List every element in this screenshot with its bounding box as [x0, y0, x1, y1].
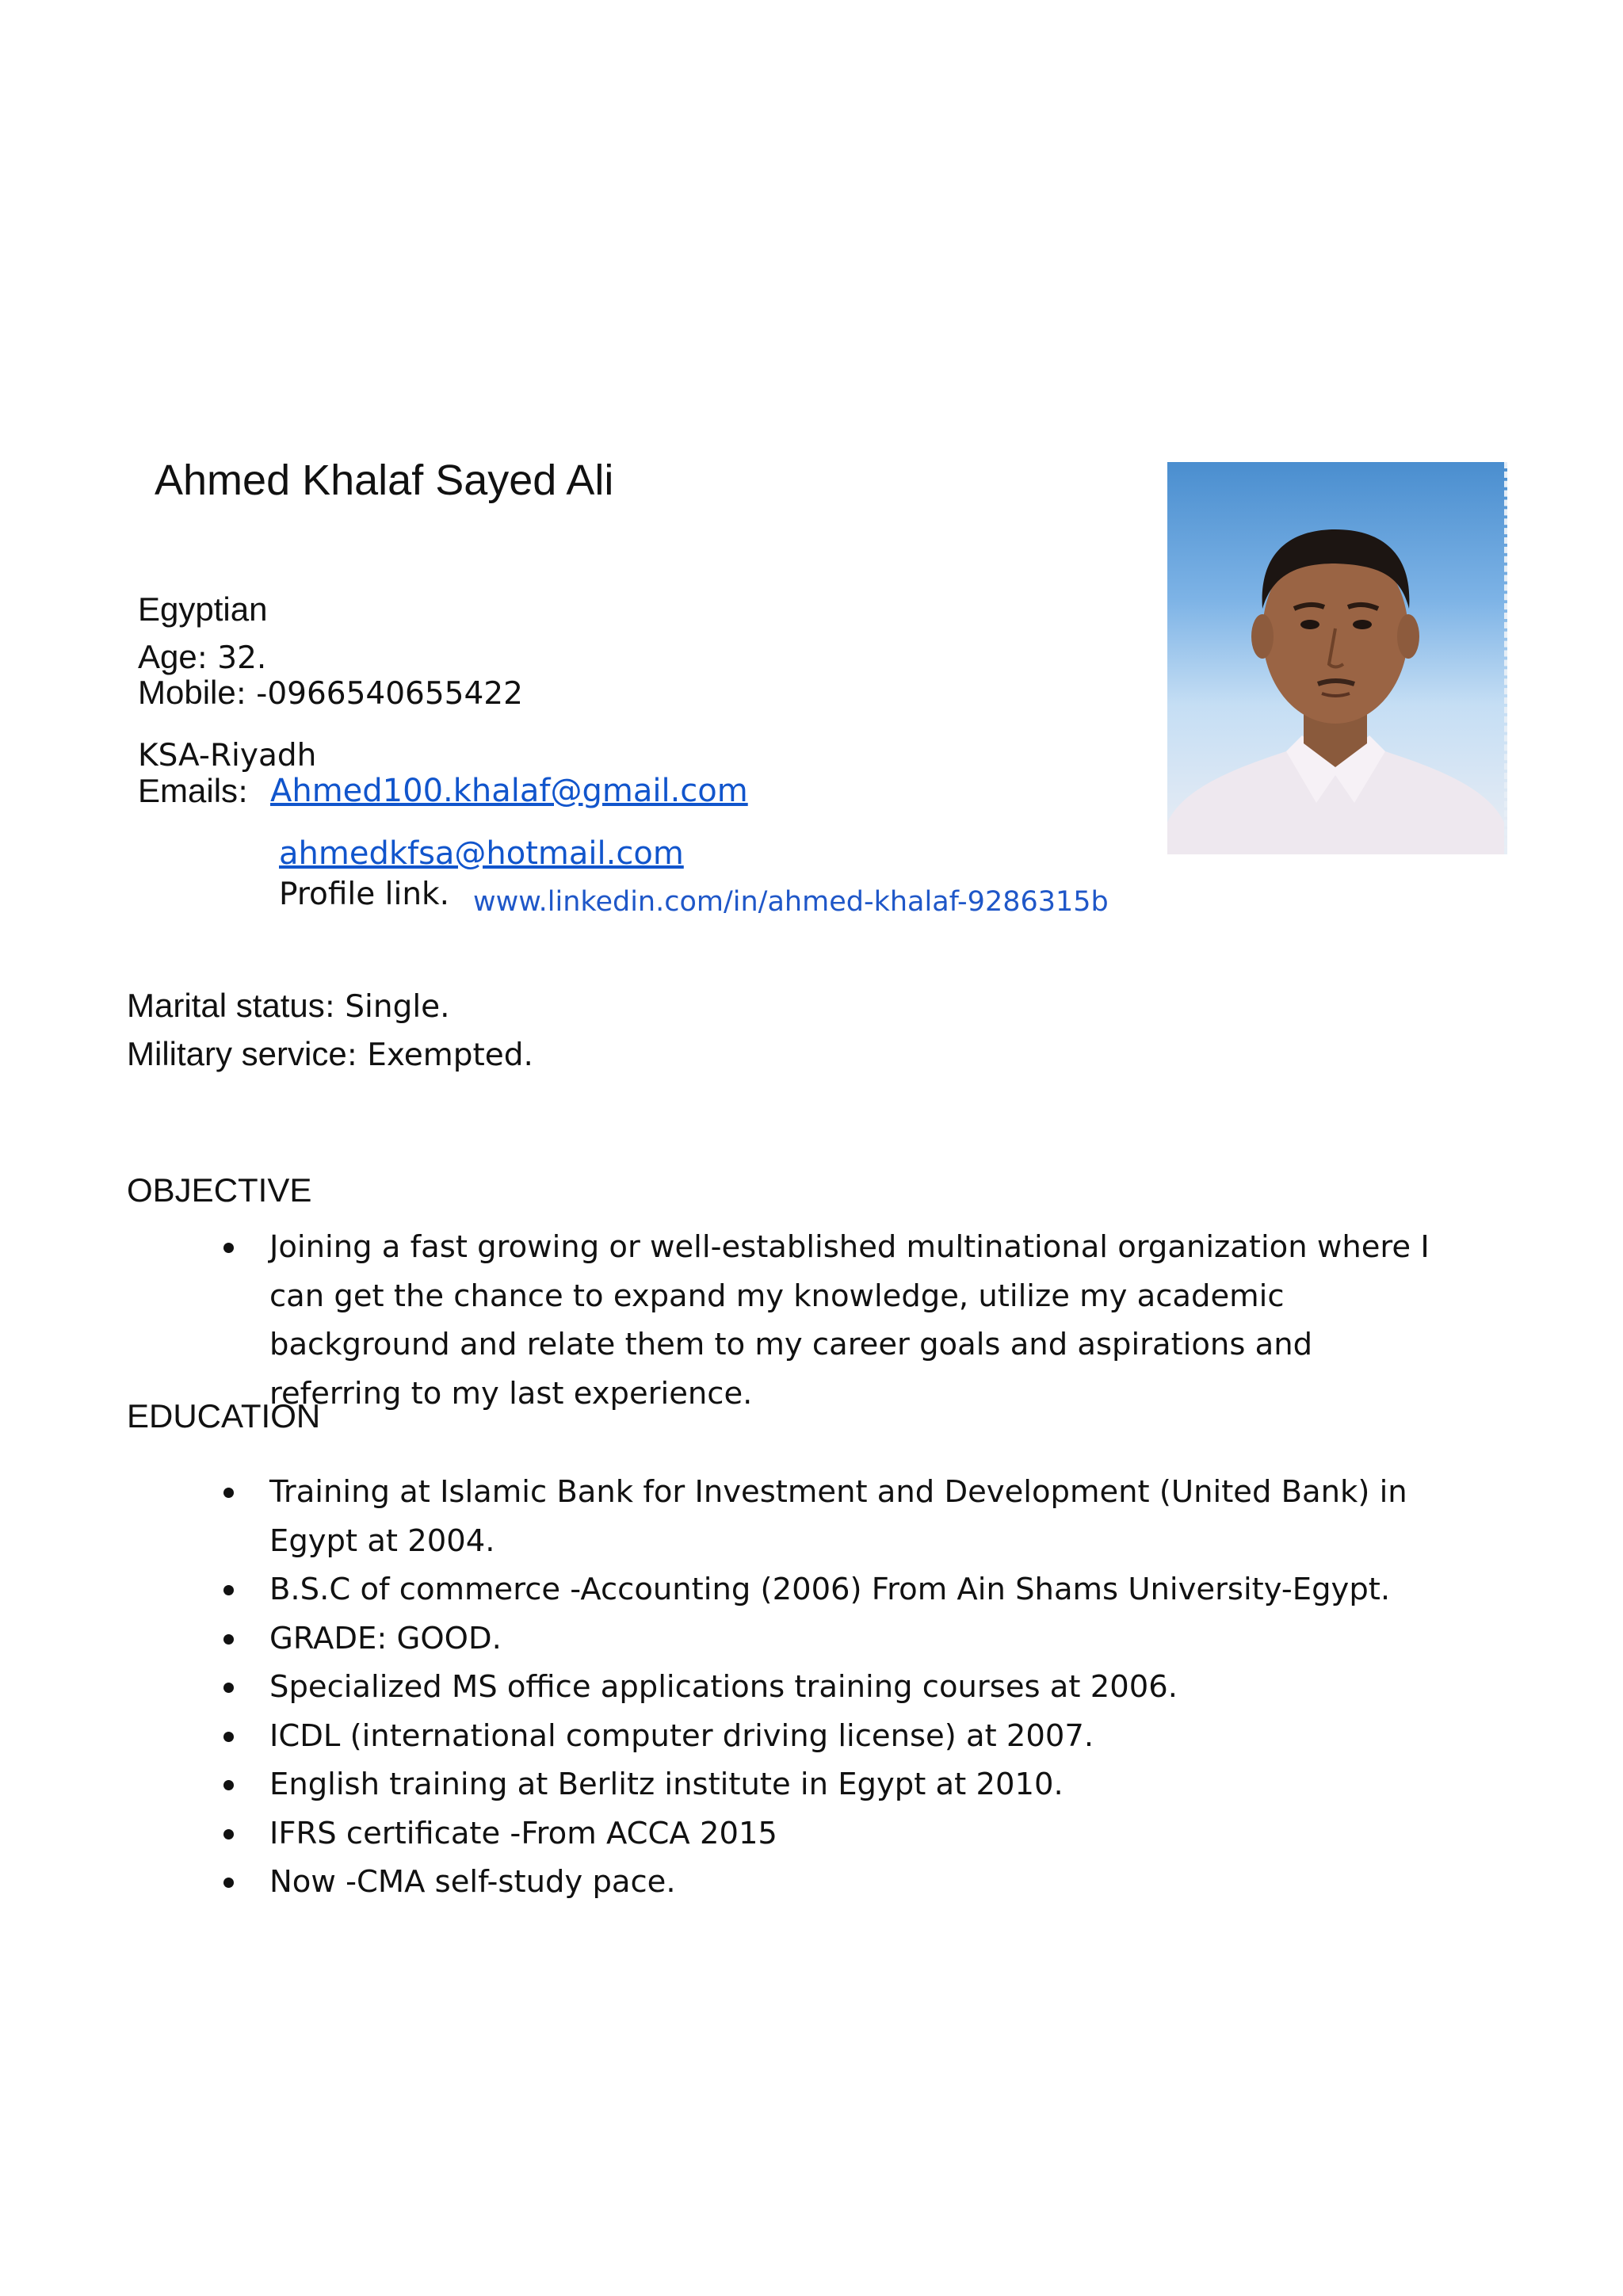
resume-name: Ahmed Khalaf Sayed Ali [155, 457, 614, 504]
age-value: : 32. [197, 640, 267, 676]
objective-item: Joining a fast growing or well-established multinational organization where I can get the chance to expand my knowledge, utilize my academic background and relate them to my career goals and aspirations and referring to my last experience. [127, 1223, 1442, 1418]
marital-line [127, 987, 450, 1026]
military-line [127, 1035, 533, 1075]
marital-label: Marital status [127, 987, 325, 1024]
profile-photo [1167, 462, 1507, 854]
bullet-icon [223, 1732, 234, 1742]
email-2-line [279, 835, 684, 873]
nationality: Egyptian [138, 590, 268, 628]
profile-line [279, 875, 449, 914]
military-label: Military service [127, 1035, 347, 1072]
bullet-icon [223, 1683, 234, 1693]
profile-sep: . [439, 877, 450, 912]
education-item: Now -CMA self-study pace. [127, 1858, 1442, 1907]
emails-label: Emails [138, 772, 239, 809]
marital-value: : Single. [324, 989, 450, 1025]
objective-list [127, 1223, 1442, 1418]
bullet-icon [223, 1829, 234, 1839]
age-line [138, 638, 266, 678]
profile-label: Profile link [279, 877, 440, 912]
bullet-icon [223, 1243, 234, 1253]
emails-line [138, 772, 248, 812]
education-list [127, 1468, 1442, 1907]
bullet-icon [223, 1878, 234, 1888]
person-photo-icon [1167, 462, 1504, 854]
mobile-line [138, 674, 523, 713]
profile-url-link[interactable]: www.linkedin.com/in/ahmed-khalaf-9286315b [473, 886, 1109, 918]
email-link-1[interactable]: Ahmed100.khalaf@gmail.com [270, 773, 748, 809]
education-item: GRADE: GOOD. [127, 1614, 1442, 1664]
location: KSA-Riyadh [138, 738, 317, 774]
mobile-value: : -0966540655422 [235, 676, 523, 712]
mobile-label: Mobile [138, 674, 236, 711]
bullet-icon [223, 1780, 234, 1790]
profile-url-line [473, 881, 1109, 921]
education-item: B.S.C of commerce -Accounting (2006) From Ain Shams University-Egypt. [127, 1565, 1442, 1614]
email-1-line [270, 772, 748, 810]
bullet-icon [223, 1488, 234, 1498]
education-item: Training at Islamic Bank for Investment and Development (United Bank) in Egypt at 2004. [127, 1468, 1442, 1565]
objective-heading: OBJECTIVE [127, 1171, 312, 1209]
bullet-icon [223, 1585, 234, 1595]
age-label: Age [138, 638, 197, 675]
email-link-2[interactable]: ahmedkfsa@hotmail.com [279, 835, 684, 872]
education-heading: EDUCATION [127, 1397, 321, 1435]
emails-sep: : [238, 774, 249, 810]
education-item: IFRS certificate -From ACCA 2015 [127, 1809, 1442, 1859]
military-value: : Exempted. [346, 1037, 533, 1073]
bullet-icon [223, 1634, 234, 1645]
education-item: ICDL (international computer driving license) at 2007. [127, 1712, 1442, 1761]
education-item: Specialized MS office applications training courses at 2006. [127, 1663, 1442, 1712]
education-item: English training at Berlitz institute in Egypt at 2010. [127, 1760, 1442, 1809]
